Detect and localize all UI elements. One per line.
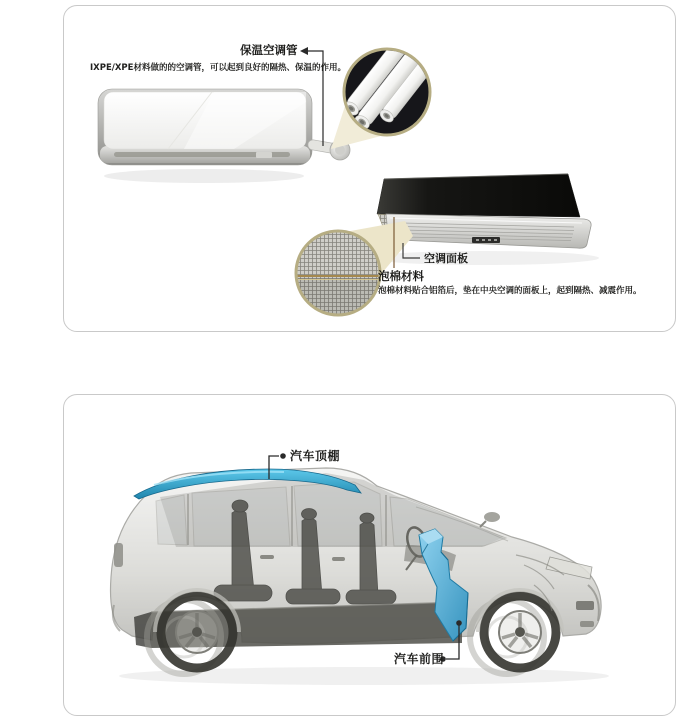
ac-illustration-svg xyxy=(64,6,675,331)
foam-magnifier-icon xyxy=(294,231,384,320)
foam-label: 泡棉材料 xyxy=(378,269,424,283)
car-xray-icon xyxy=(111,468,609,685)
pipe-label: 保温空调管 xyxy=(240,43,298,57)
pipe-description: IXPE/XPE材料做的的空调管，可以起到良好的隔热、保温的作用。 xyxy=(90,63,346,73)
ac-panel-label: 空调面板 xyxy=(424,252,468,265)
pipes-magnifier-icon xyxy=(339,19,449,140)
car-roof-label: 汽车顶棚 xyxy=(290,449,341,463)
car-illustration-svg xyxy=(64,395,675,715)
foam-description: 泡棉材料贴合铝箔后，垫在中央空调的面板上，起到隔热、减震作用。 xyxy=(378,286,642,296)
car-front-label: 汽车前围 xyxy=(394,652,445,666)
wall-ac-icon xyxy=(98,89,312,183)
car-diagram-panel xyxy=(63,394,676,716)
ac-diagram-panel xyxy=(63,5,676,332)
